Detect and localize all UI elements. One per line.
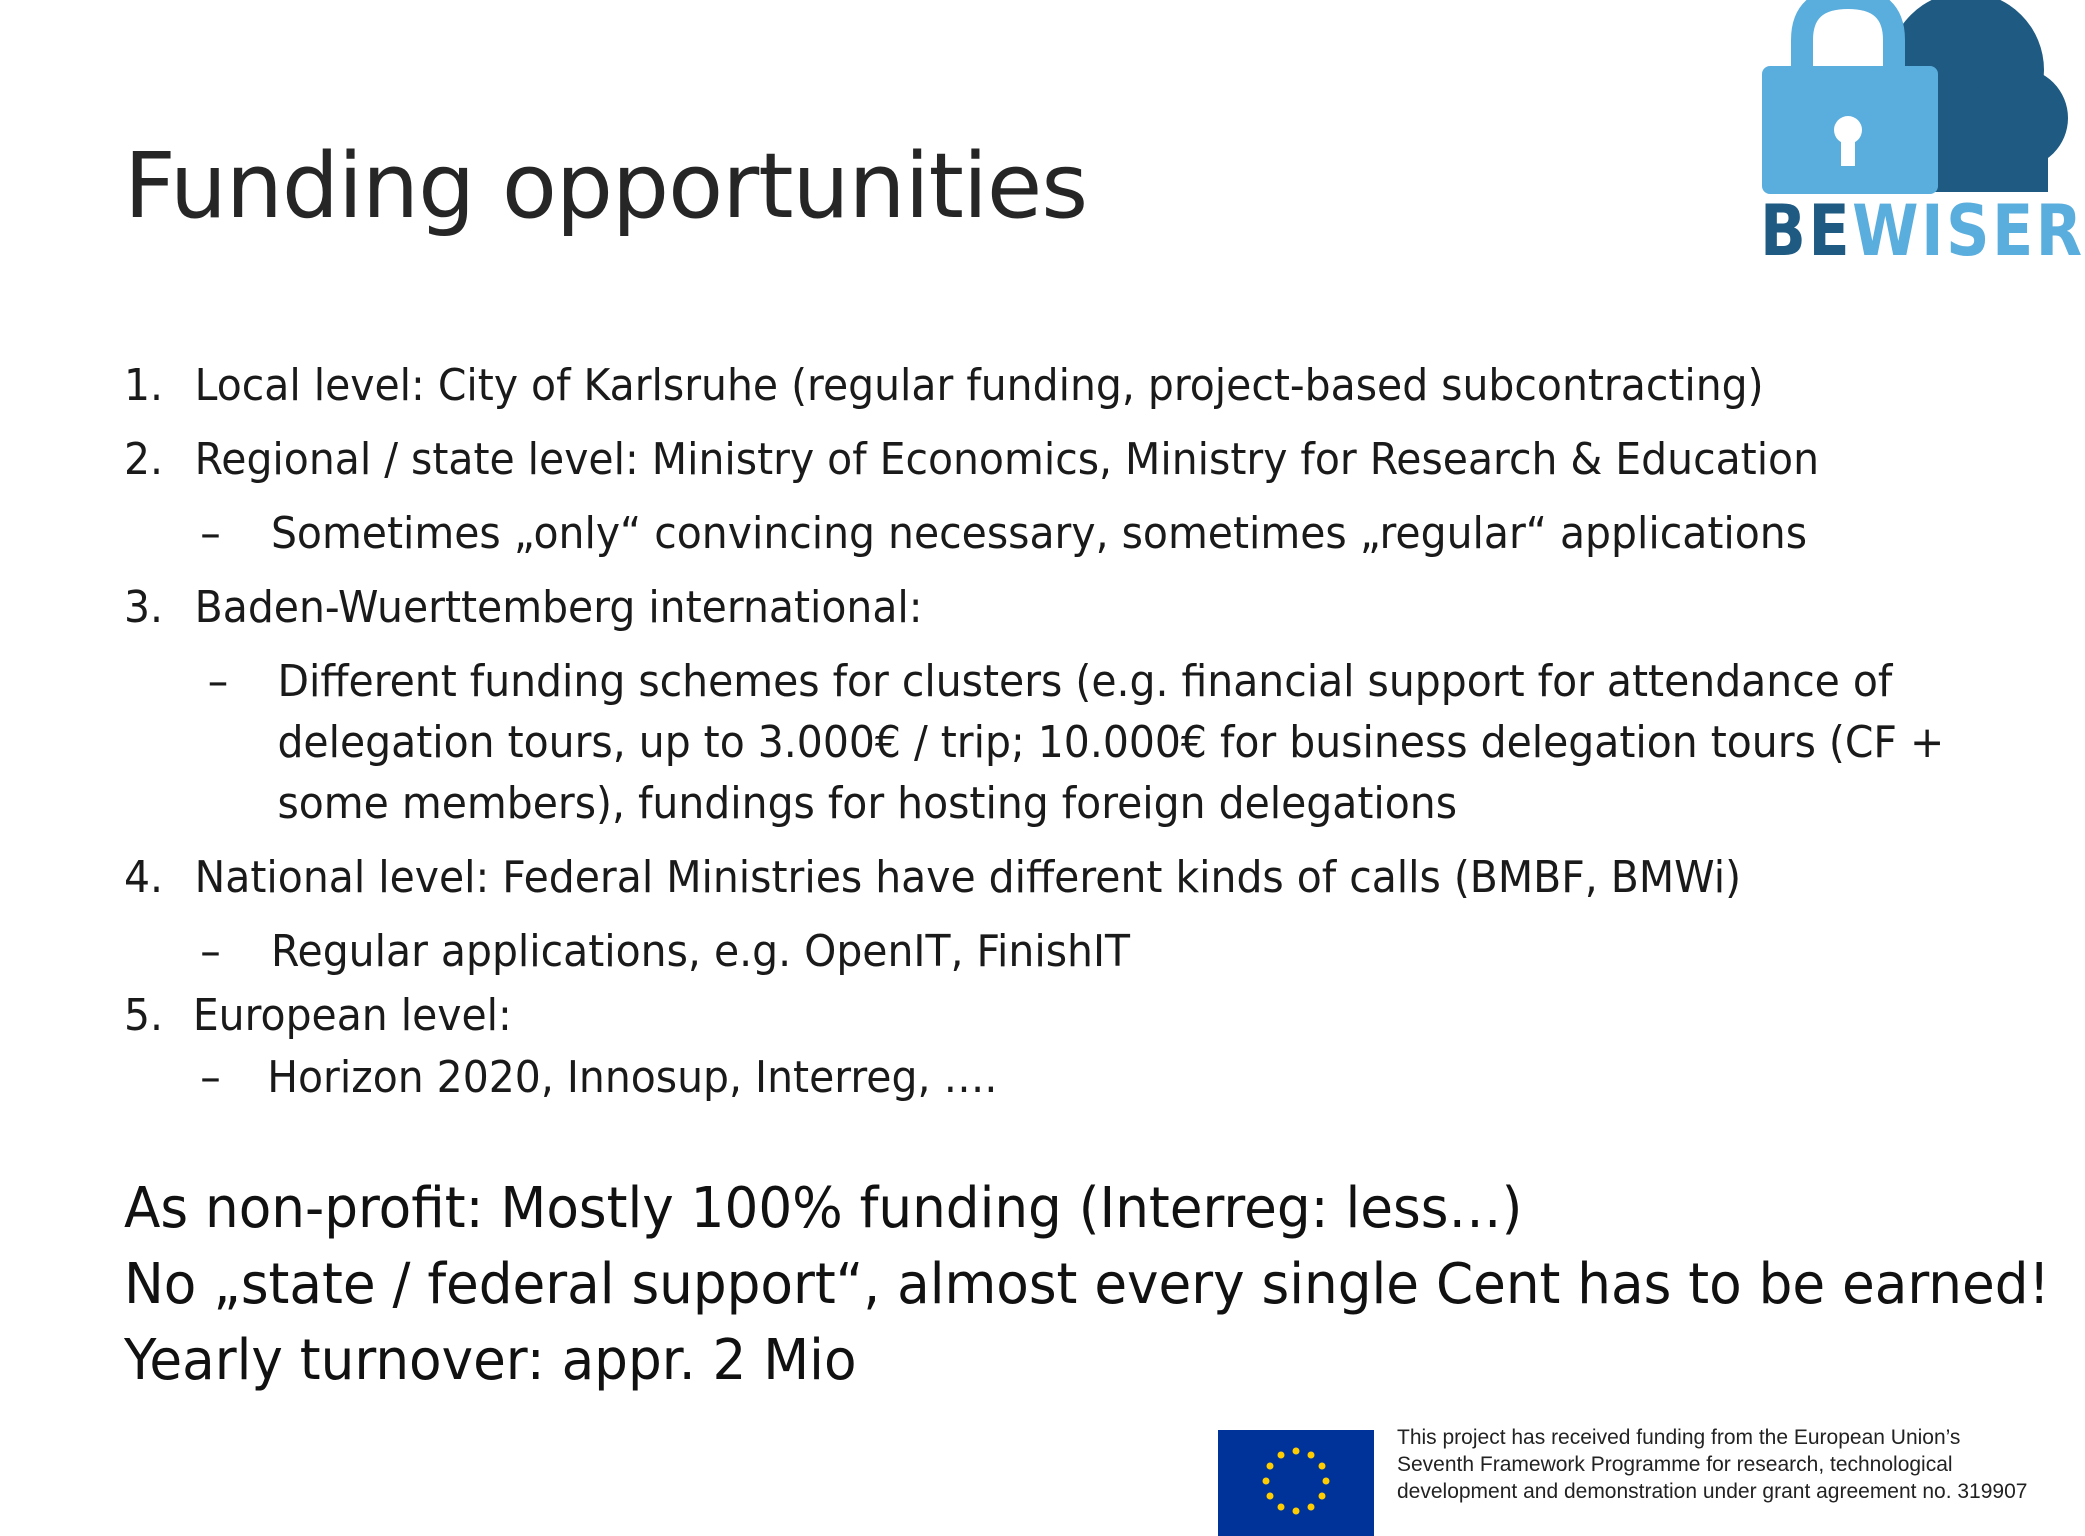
logo-wordmark <box>1760 190 2085 272</box>
logo-wiser: WISER <box>1852 190 2085 272</box>
summary-line-1: As non-profit: Mostly 100% funding (Interreg: less…) <box>124 1176 1523 1241</box>
page-title: Funding opportunities <box>124 134 1088 239</box>
summary-line-3: Yearly turnover: appr. 2 Mio <box>124 1328 857 1393</box>
logo-be: BE <box>1760 190 1853 272</box>
eu-funding-notice: This project has received funding from the European Union’s Seventh Framework Programme for research, technological development and demonstration under grant agreement no. 319907 <box>1397 1426 2028 1503</box>
summary-line-2: No „state / federal support“, almost every single Cent has to be earned! <box>124 1252 2050 1317</box>
eu-flag-icon <box>1218 1430 1374 1536</box>
